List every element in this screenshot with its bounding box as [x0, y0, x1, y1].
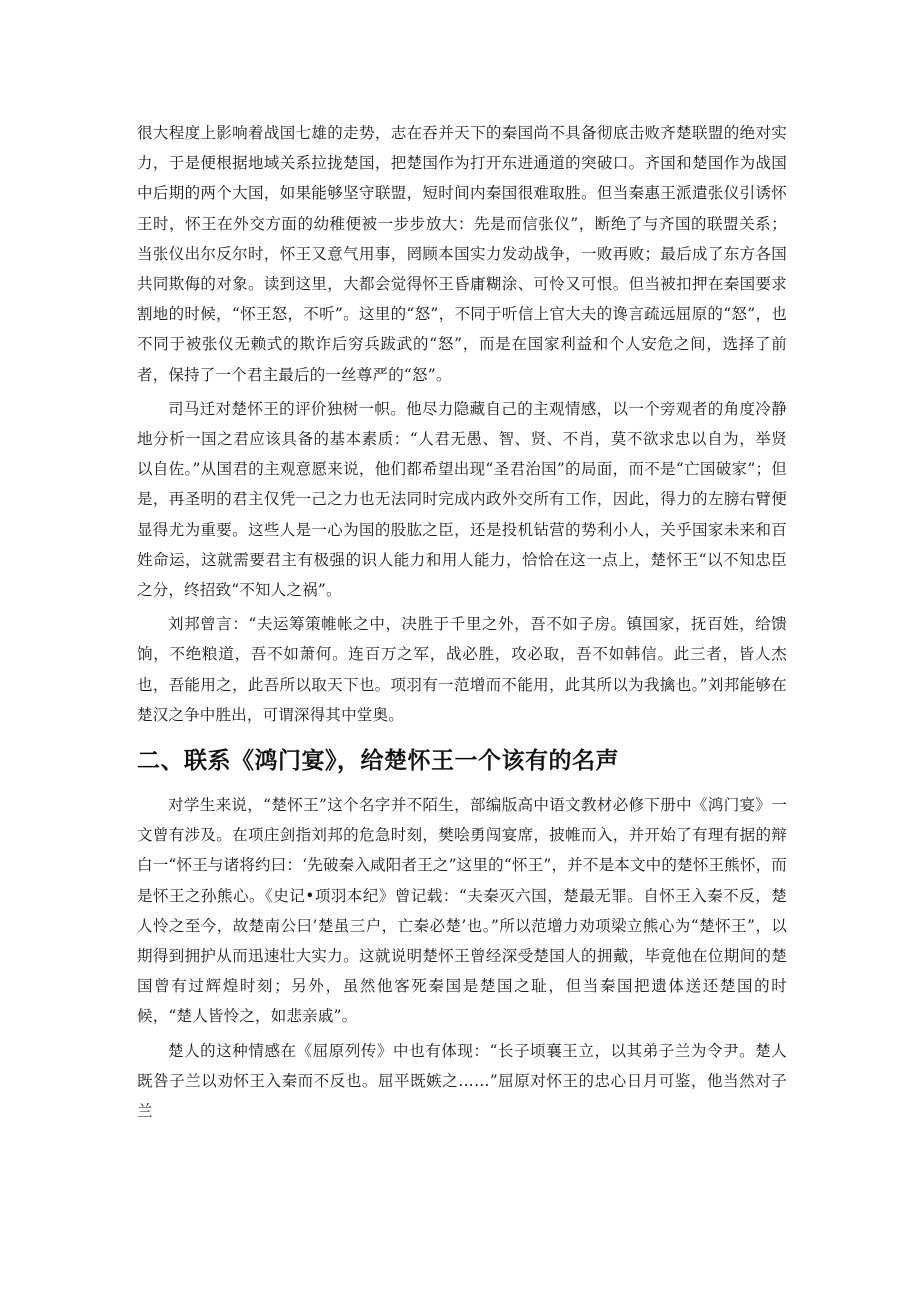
document-page [137, 118, 787, 1126]
body-paragraph: 对学生来说，“楚怀王”这个名字并不陌生，部编版高中语文教材必修下册中《鸿门宴》一文曾有涉及。在项庄剑指刘邦的危急时刻，樊哙勇闯宴席，披帷而入，并开始了有理有据的辩白一“怀王与诸将约曰：‘先破秦入咸阳者王之”这里的“怀王”，并不是本文中的楚怀王熊怀，而是怀王之孙熊心。《史记•项羽本纪》曾记载：“夫秦灭六国，楚最无罪。自怀王入秦不反，楚人怜之至今，故楚南公曰’楚虽三户，亡秦必楚’也。”所以范增力劝项梁立熊心为“楚怀王”，以期得到拥护从而迅速壮大实力。这就说明楚怀王曾经深受楚国人的拥戴，毕竟他在位期间的楚国曾有过辉煌时刻；另外，虽然他客死秦国是楚国之耻，但当秦国把遗体送还楚国的时候，“楚人皆怜之，如悲亲戚”。 [137, 796, 787, 1026]
body-paragraph: 司马迁对楚怀王的评价独树一帜。他尽力隐藏自己的主观情感，以一个旁观者的角度冷静地分析一国之君应该具备的基本素质：“人君无愚、智、贤、不肖，莫不欲求忠以自为，举贤以自佐。”从国君的主观意愿来说，他们都希望出现“圣君治国”的局面，而不是“亡国破家”；但是，再圣明的君主仅凭一己之力也无法同时完成内政外交所有工作，因此，得力的左膀右臂便显得尤为重要。这些人是一心为国的股肱之臣，还是投机钻营的势利小人，关乎国家未来和百姓命运，这就需要君主有极强的识人能力和用人能力，恰恰在这一点上，楚怀王“以不知忠臣之分，终招致“不知人之祸”。 [137, 399, 787, 600]
body-paragraph: 楚人的这种情感在《屈原列传》中也有体现：“长子顷襄王立，以其弟子兰为令尹。楚人既咎子兰以劝怀王入秦而不反也。屈平既嫉之……”屈原对怀王的忠心日月可鉴，他当然对子兰 [137, 1041, 787, 1121]
body-paragraph: 刘邦曾言：“夫运筹策帷帐之中，决胜于千里之外，吾不如子房。镇国家，抚百姓，给馈饷，不绝粮道，吾不如萧何。连百万之军，战必胜，攻必取，吾不如韩信。此三者，皆人杰也，吾能用之，此吾所以取天下也。项羽有一范增而不能用，此其所以为我擒也。”刘邦能够在楚汉之争中胜出，可谓深得其中堂奥。 [137, 615, 787, 724]
section-heading: 二、联系《鸿门宴》，给楚怀王一个该有的名声 [137, 748, 619, 775]
body-paragraph: 很大程度上影响着战国七雄的走势，志在吞并天下的秦国尚不具备彻底击败齐楚联盟的绝对实力，于是便根据地域关系拉拢楚国，把楚国作为打开东进通道的突破口。齐国和楚国作为战国中后期的两个大国，如果能够坚守联盟，短时间内秦国很难取胜。但当秦惠王派遣张仪引诱怀王时，怀王在外交方面的幼稚便被一步步放大：先是而信张仪”，断绝了与齐国的联盟关系；当张仪出尔反尔时，怀王又意气用事，罔顾本国实力发动战争，一败再败；最后成了东方各国共同欺侮的对象。读到这里，大都会觉得怀王昏庸糊涂、可怜又可恨。但当被扣押在秦国要求割地的时候，“怀王怒，不听”。这里的“怒”，不同于听信上官大夫的谗言疏远屈原的“怒”，也不同于被张仪无赖式的欺诈后穷兵跋武的“怒”，而是在国家利益和个人安危之间，选择了前者，保持了一个君主最后的一丝尊严的“怒”。 [137, 124, 787, 384]
